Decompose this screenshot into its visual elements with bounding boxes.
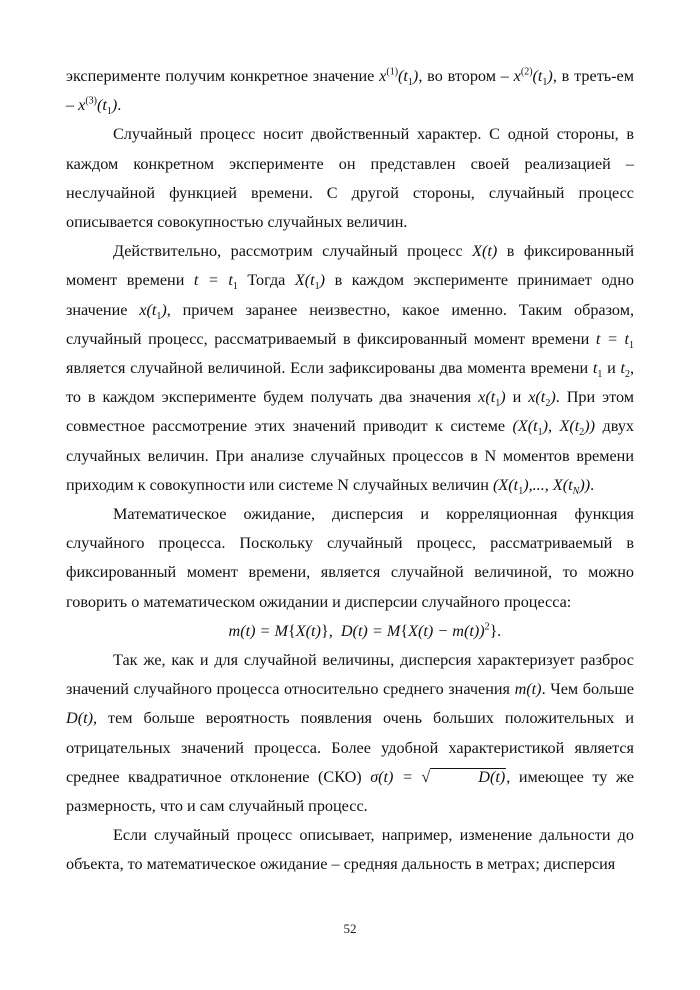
- math-t1: $t_1$: [592, 359, 603, 381]
- math-Xt: X(t): [472, 242, 498, 261]
- paragraph-6: Если случайный процесс описывает, например, изменение дальности до объекта, то математическое ожидание – средняя дальность в метрах; дисперсия: [66, 826, 634, 874]
- math-t2: $t_2$: [620, 359, 630, 381]
- math-t-eq-t1-b: $t = t_1$: [595, 329, 634, 352]
- math-xt2: $x(t_2)$: [528, 388, 556, 410]
- math-x2-t1: $x^{(2)}(t_1)$: [513, 66, 553, 89]
- paragraph-1: эксперименте получим конкретное значение $x^{(1)}(t_1)$, во втором – $x^{(2)}(t_1)$, в треть-ем – $x^{(3)}(t_1)$.: [66, 66, 634, 118]
- math-xt1: $x(t_1)$: [139, 300, 167, 322]
- paragraph-2: Случайный процесс носит двойственный характер. С одной стороны, в каждом конкретном эксперименте он представлен своей реализацией – неслучайной функцией времени. С другой стороны, случайный процесс описывается совокупностью случайных величин.: [66, 125, 634, 232]
- math-mt: m(t): [514, 680, 542, 699]
- math-Xt1: $X(t_1)$: [294, 271, 326, 293]
- page-number: 52: [343, 921, 357, 936]
- math-t-eq-t1: $t = t_1$: [193, 271, 238, 293]
- paragraph-3: Действительно, рассмотрим случайный процесс X(t) в фиксированный момент времени $t = t_1$ Тогда $X(t_1)$ в каждом эксперименте принимает одно значение $x(t_1)$, причем заранее неизвестно, какое именно. Таким образом, случайный процесс, рассматриваемый в фиксированный момент времени $t = t_1$ является случайной величиной. Если зафиксированы два момента времени $t_1$ и $t_2$, то в каждом эксперименте будем получать два значения $x(t_1)$ и $x(t_2)$. При этом совместное рассмотрение этих значений приводит к системе ($X(t_1)$, $X(t_2)$) двух случайных величин. При анализе случайных процессов в N моментов времени приходим к совокупности или системе N случайных величин ($X(t_1)$,..., $X(t_N)$).: [66, 242, 635, 498]
- paragraph-4: Математическое ожидание, дисперсия и корреляционная функция случайного процесса. Поскольку случайный процесс, рассматриваемый в фиксированный момент времени, является случайной величиной, то можно говорить о математическом ожидании и дисперсии случайного процесса:: [66, 505, 634, 611]
- math-x1-t1: $x^{(1)}(t_1)$: [379, 66, 419, 89]
- formula-mean-variance: m(t) = M{X(t)}, D(t) = M{X(t) − m(t))$^2$}.: [228, 621, 502, 640]
- math-sigma: σ(t) = √ D(t): [370, 767, 506, 786]
- math-system-two: ($X(t_1)$, $X(t_2)$): [512, 417, 596, 439]
- paragraph-5: Так же, как и для случайной величины, дисперсия характеризует разброс значений случайного процесса относительно среднего значения m(t). Чем больше D(t), тем больше вероятность появления очень больших положительных и отрицательных значений процесса. Более удобной характеристикой является среднее квадратичное отклонение (СКО) σ(t) = √ D(t), имеющее ту же размерность, что и сам случайный процесс.: [66, 651, 634, 816]
- math-Dt: D(t): [66, 709, 93, 728]
- math-xt1-b: $x(t_1)$: [478, 388, 506, 410]
- math-x3-t1: $x^{(3)}(t_1)$: [78, 95, 118, 118]
- math-system-n: ($X(t_1)$,..., $X(t_N)$): [493, 475, 591, 498]
- body-text: [66, 62, 634, 880]
